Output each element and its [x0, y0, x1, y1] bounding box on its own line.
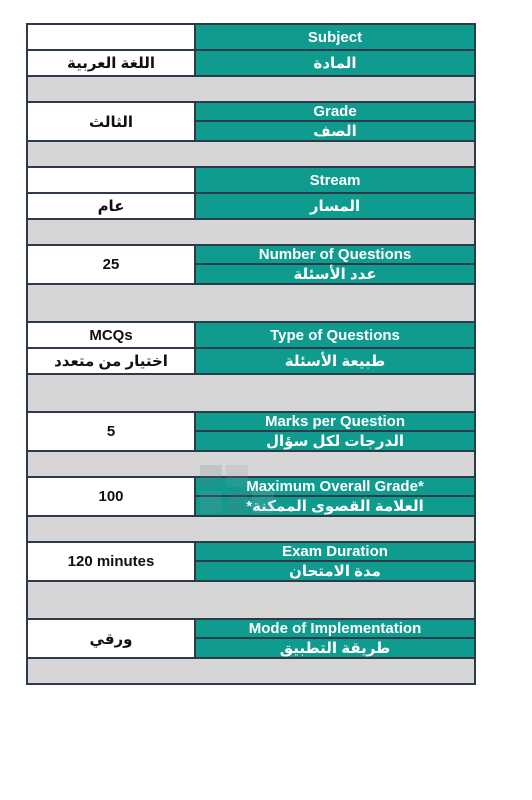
grade-row — [28, 101, 474, 140]
subject-value-top — [28, 25, 196, 49]
max-grade-value: 100 — [28, 478, 196, 515]
question-type-label-ar: طبيعة الأسئلة — [196, 349, 474, 373]
question-type-row-ar — [28, 347, 474, 373]
questions-count-value: 25 — [28, 246, 196, 283]
subject-row-en — [28, 23, 474, 49]
spacer-row — [28, 450, 474, 476]
subject-row-ar — [28, 49, 474, 75]
spacer-row — [28, 580, 474, 618]
max-grade-row — [28, 476, 474, 515]
question-type-row-en — [28, 321, 474, 347]
marks-row — [28, 411, 474, 450]
questions-count-row — [28, 244, 474, 283]
stream-row-ar — [28, 192, 474, 218]
stream-row-en — [28, 166, 474, 192]
stream-label-ar: المسار — [196, 194, 474, 218]
max-grade-label-ar: العلامة القصوى الممكنة* — [196, 495, 474, 515]
spacer-row — [28, 657, 474, 685]
marks-label-en: Marks per Question — [196, 413, 474, 430]
stream-label-en: Stream — [196, 168, 474, 192]
grade-value: الثالث — [28, 103, 196, 140]
question-type-label-en: Type of Questions — [196, 323, 474, 347]
spacer-row — [28, 515, 474, 541]
exam-spec-table — [26, 23, 476, 685]
mode-row — [28, 618, 474, 657]
grade-label-ar: الصف — [196, 120, 474, 140]
duration-row — [28, 541, 474, 580]
marks-label-ar: الدرجات لكل سؤال — [196, 430, 474, 450]
stream-value-top — [28, 168, 196, 192]
duration-label-ar: مدة الامتحان — [196, 560, 474, 580]
questions-count-label-en: Number of Questions — [196, 246, 474, 263]
subject-label-ar: المادة — [196, 51, 474, 75]
spacer-row — [28, 218, 474, 244]
question-type-value-en: MCQs — [28, 323, 196, 347]
spacer-row — [28, 373, 474, 411]
spacer-row — [28, 283, 474, 321]
question-type-value-ar: اختيار من متعدد — [28, 349, 196, 373]
spacer-row — [28, 140, 474, 166]
stream-value: عام — [28, 194, 196, 218]
subject-value: اللغة العربية — [28, 51, 196, 75]
marks-value: 5 — [28, 413, 196, 450]
mode-label-en: Mode of Implementation — [196, 620, 474, 637]
duration-value: 120 minutes — [28, 543, 196, 580]
grade-label-en: Grade — [196, 103, 474, 120]
mode-label-ar: طريقة التطبيق — [196, 637, 474, 657]
subject-label-en: Subject — [196, 25, 474, 49]
duration-label-en: Exam Duration — [196, 543, 474, 560]
mode-value: ورقي — [28, 620, 196, 657]
spacer-row — [28, 75, 474, 101]
questions-count-label-ar: عدد الأسئلة — [196, 263, 474, 283]
max-grade-label-en: Maximum Overall Grade* — [196, 478, 474, 495]
